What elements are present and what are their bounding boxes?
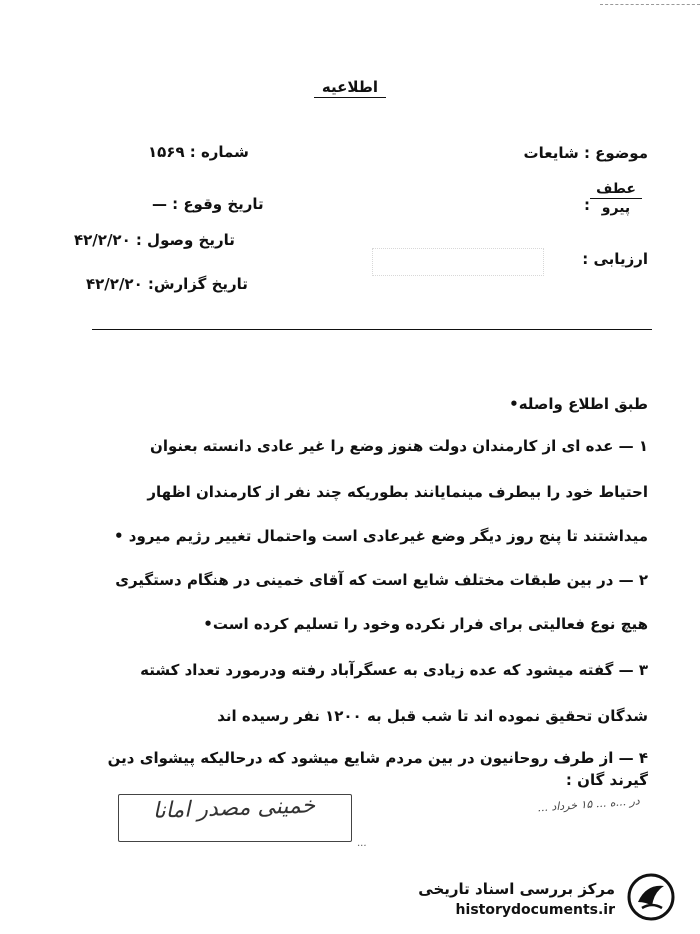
body-line: شدگان تحقیق نموده اند تا شب قبل به ۱۲۰۰ نفر رسیده اند <box>217 707 648 725</box>
number-label: شماره : <box>189 143 249 161</box>
evaluation-label: ارزیابی : <box>582 250 648 268</box>
archive-logo-url: historydocuments.ir <box>455 902 615 918</box>
body-line: ۴ — از طرف روحانیون در بین مردم شایع میشود که درحالیکه پیشوای دین <box>107 749 648 767</box>
receipt-date-value: ۴۲/۲/۲۰ <box>74 231 131 249</box>
handwritten-small: ... <box>357 838 367 849</box>
handwritten-note: در ...ه ... ۱۵ خرداد ... <box>536 794 641 815</box>
body-line: ۳ — گفته میشود که عده زیادی به عسگرآباد رفته ودرمورد تعداد کشته <box>140 661 648 679</box>
receipt-date-label: تاریخ وصول : <box>135 231 235 249</box>
reference-top: عطف <box>590 180 642 199</box>
report-date-label: تاریخ گزارش: <box>147 275 248 293</box>
body-line: احتیاط خود را بیطرف مینمایانند بطوریکه چند نفر از کارمندان اظهار <box>147 483 648 501</box>
top-edge-mark <box>600 4 700 5</box>
occurrence-date-field <box>152 194 264 213</box>
archive-logo-icon <box>626 872 676 922</box>
stamp-text: خمینی مصدر امانا <box>152 793 316 824</box>
subject-label: موضوع : شایعات <box>523 144 648 162</box>
receipt-date-field <box>74 230 235 249</box>
body-intro: طبق اطلاع واصله• <box>509 395 648 413</box>
reference-colon: : <box>584 196 590 214</box>
page-title: اطلاعیه <box>0 78 700 96</box>
body-line: ۱ — عده ای از کارمندان دولت هنوز وضع را غیر عادی دانسته بعنوان <box>150 437 648 455</box>
reference-fraction <box>590 180 642 217</box>
number-value: ۱۵۶۹ <box>148 143 185 161</box>
section-divider <box>92 329 652 330</box>
report-date-field <box>86 274 248 293</box>
reference-bottom: پیرو <box>601 200 631 216</box>
body-line: میداشتند تا پنج روز دیگر وضع غیرعادی است واحتمال تغییر رژیم میرود • <box>113 527 648 545</box>
number-field <box>148 142 249 161</box>
recipients-label: گیرند گان : <box>565 771 648 789</box>
occurrence-date-label: تاریخ وقوع : <box>172 195 264 213</box>
archive-logo-name: مرکز بررسی اسناد تاریخی <box>418 880 615 898</box>
report-date-value: ۴۲/۲/۲۰ <box>86 275 143 293</box>
occurrence-date-value: — <box>152 195 167 213</box>
body-line: ۲ — در بین طبقات مختلف شایع است که آقای خمینی در هنگام دستگیری <box>115 571 648 589</box>
redacted-evaluation <box>372 248 544 276</box>
body-line: هیچ نوع فعالیتی برای فرار نکرده وخود را تسلیم کرده است• <box>203 615 648 633</box>
